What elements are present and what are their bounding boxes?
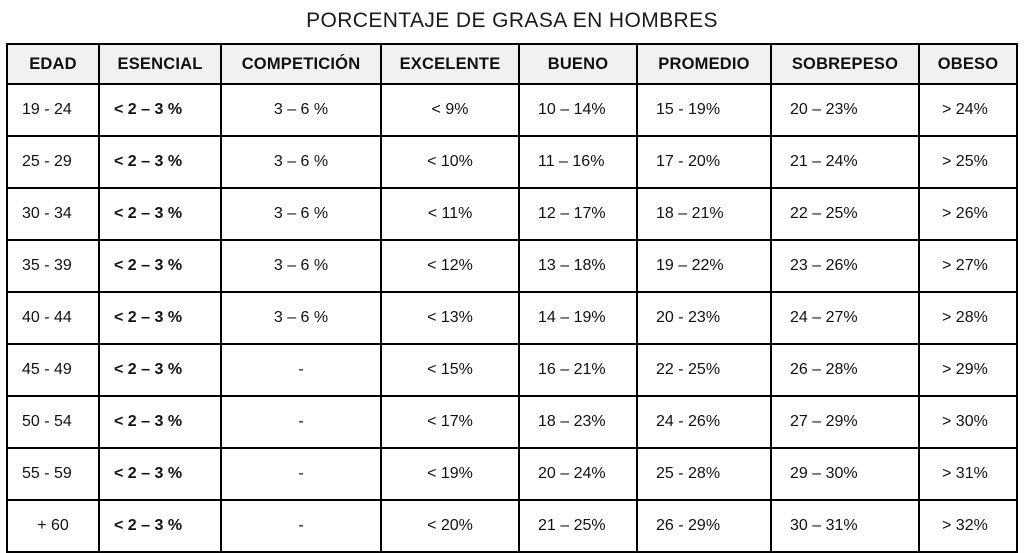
cell-edad: 55 - 59 (7, 448, 99, 500)
column-header-bueno: BUENO (519, 44, 637, 84)
cell-bueno: 16 – 21% (519, 344, 637, 396)
table-row (7, 448, 1017, 500)
cell-excelente: < 17% (381, 396, 519, 448)
cell-promedio: 19 – 22% (637, 240, 771, 292)
cell-excelente: < 13% (381, 292, 519, 344)
cell-promedio: 15 - 19% (637, 84, 771, 136)
cell-obeso: > 32% (919, 500, 1017, 552)
cell-esencial: < 2 – 3 % (99, 344, 221, 396)
cell-bueno: 10 – 14% (519, 84, 637, 136)
cell-bueno: 20 – 24% (519, 448, 637, 500)
cell-edad: 35 - 39 (7, 240, 99, 292)
cell-edad: 50 - 54 (7, 396, 99, 448)
column-header-promedio: PROMEDIO (637, 44, 771, 84)
cell-competicion: 3 – 6 % (221, 136, 381, 188)
cell-promedio: 26 - 29% (637, 500, 771, 552)
table-row (7, 500, 1017, 552)
cell-sobrepeso: 20 – 23% (771, 84, 919, 136)
cell-edad: 19 - 24 (7, 84, 99, 136)
cell-obeso: > 28% (919, 292, 1017, 344)
cell-bueno: 18 – 23% (519, 396, 637, 448)
cell-excelente: < 11% (381, 188, 519, 240)
cell-obeso: > 31% (919, 448, 1017, 500)
cell-competicion: 3 – 6 % (221, 84, 381, 136)
cell-bueno: 12 – 17% (519, 188, 637, 240)
cell-bueno: 11 – 16% (519, 136, 637, 188)
table-row (7, 188, 1017, 240)
cell-bueno: 21 – 25% (519, 500, 637, 552)
cell-obeso: > 25% (919, 136, 1017, 188)
cell-excelente: < 9% (381, 84, 519, 136)
cell-edad: 30 - 34 (7, 188, 99, 240)
cell-promedio: 18 – 21% (637, 188, 771, 240)
cell-competicion: - (221, 448, 381, 500)
cell-esencial: < 2 – 3 % (99, 84, 221, 136)
cell-competicion: 3 – 6 % (221, 292, 381, 344)
cell-obeso: > 24% (919, 84, 1017, 136)
cell-esencial: < 2 – 3 % (99, 188, 221, 240)
cell-obeso: > 26% (919, 188, 1017, 240)
column-header-sobrepeso: SOBREPESO (771, 44, 919, 84)
cell-sobrepeso: 26 – 28% (771, 344, 919, 396)
cell-competicion: - (221, 396, 381, 448)
cell-promedio: 24 - 26% (637, 396, 771, 448)
cell-esencial: < 2 – 3 % (99, 500, 221, 552)
table-row (7, 344, 1017, 396)
cell-sobrepeso: 21 – 24% (771, 136, 919, 188)
table-body (7, 84, 1017, 552)
column-header-obeso: OBESO (919, 44, 1017, 84)
cell-sobrepeso: 30 – 31% (771, 500, 919, 552)
cell-competicion: 3 – 6 % (221, 188, 381, 240)
cell-sobrepeso: 23 – 26% (771, 240, 919, 292)
cell-promedio: 22 - 25% (637, 344, 771, 396)
cell-excelente: < 12% (381, 240, 519, 292)
cell-bueno: 13 – 18% (519, 240, 637, 292)
cell-promedio: 17 - 20% (637, 136, 771, 188)
cell-esencial: < 2 – 3 % (99, 292, 221, 344)
table-row (7, 292, 1017, 344)
table-header-row (7, 44, 1017, 84)
cell-esencial: < 2 – 3 % (99, 136, 221, 188)
column-header-excelente: EXCELENTE (381, 44, 519, 84)
column-header-competicion: COMPETICIÓN (221, 44, 381, 84)
cell-obeso: > 30% (919, 396, 1017, 448)
cell-competicion: - (221, 500, 381, 552)
cell-edad: 45 - 49 (7, 344, 99, 396)
body-fat-table (6, 43, 1018, 553)
cell-sobrepeso: 22 – 25% (771, 188, 919, 240)
cell-excelente: < 19% (381, 448, 519, 500)
column-header-esencial: ESENCIAL (99, 44, 221, 84)
cell-promedio: 25 - 28% (637, 448, 771, 500)
cell-edad: 40 - 44 (7, 292, 99, 344)
cell-sobrepeso: 24 – 27% (771, 292, 919, 344)
cell-obeso: > 27% (919, 240, 1017, 292)
cell-excelente: < 10% (381, 136, 519, 188)
cell-esencial: < 2 – 3 % (99, 396, 221, 448)
cell-esencial: < 2 – 3 % (99, 448, 221, 500)
cell-competicion: - (221, 344, 381, 396)
page-title: PORCENTAJE DE GRASA EN HOMBRES (306, 9, 718, 32)
cell-promedio: 20 - 23% (637, 292, 771, 344)
cell-edad: + 60 (7, 500, 99, 552)
table-row (7, 240, 1017, 292)
column-header-edad: EDAD (7, 44, 99, 84)
cell-esencial: < 2 – 3 % (99, 240, 221, 292)
cell-sobrepeso: 29 – 30% (771, 448, 919, 500)
cell-competicion: 3 – 6 % (221, 240, 381, 292)
table-row (7, 396, 1017, 448)
table-row (7, 136, 1017, 188)
cell-obeso: > 29% (919, 344, 1017, 396)
cell-excelente: < 20% (381, 500, 519, 552)
cell-excelente: < 15% (381, 344, 519, 396)
table-header (7, 44, 1017, 84)
cell-edad: 25 - 29 (7, 136, 99, 188)
cell-bueno: 14 – 19% (519, 292, 637, 344)
table-row (7, 84, 1017, 136)
cell-sobrepeso: 27 – 29% (771, 396, 919, 448)
